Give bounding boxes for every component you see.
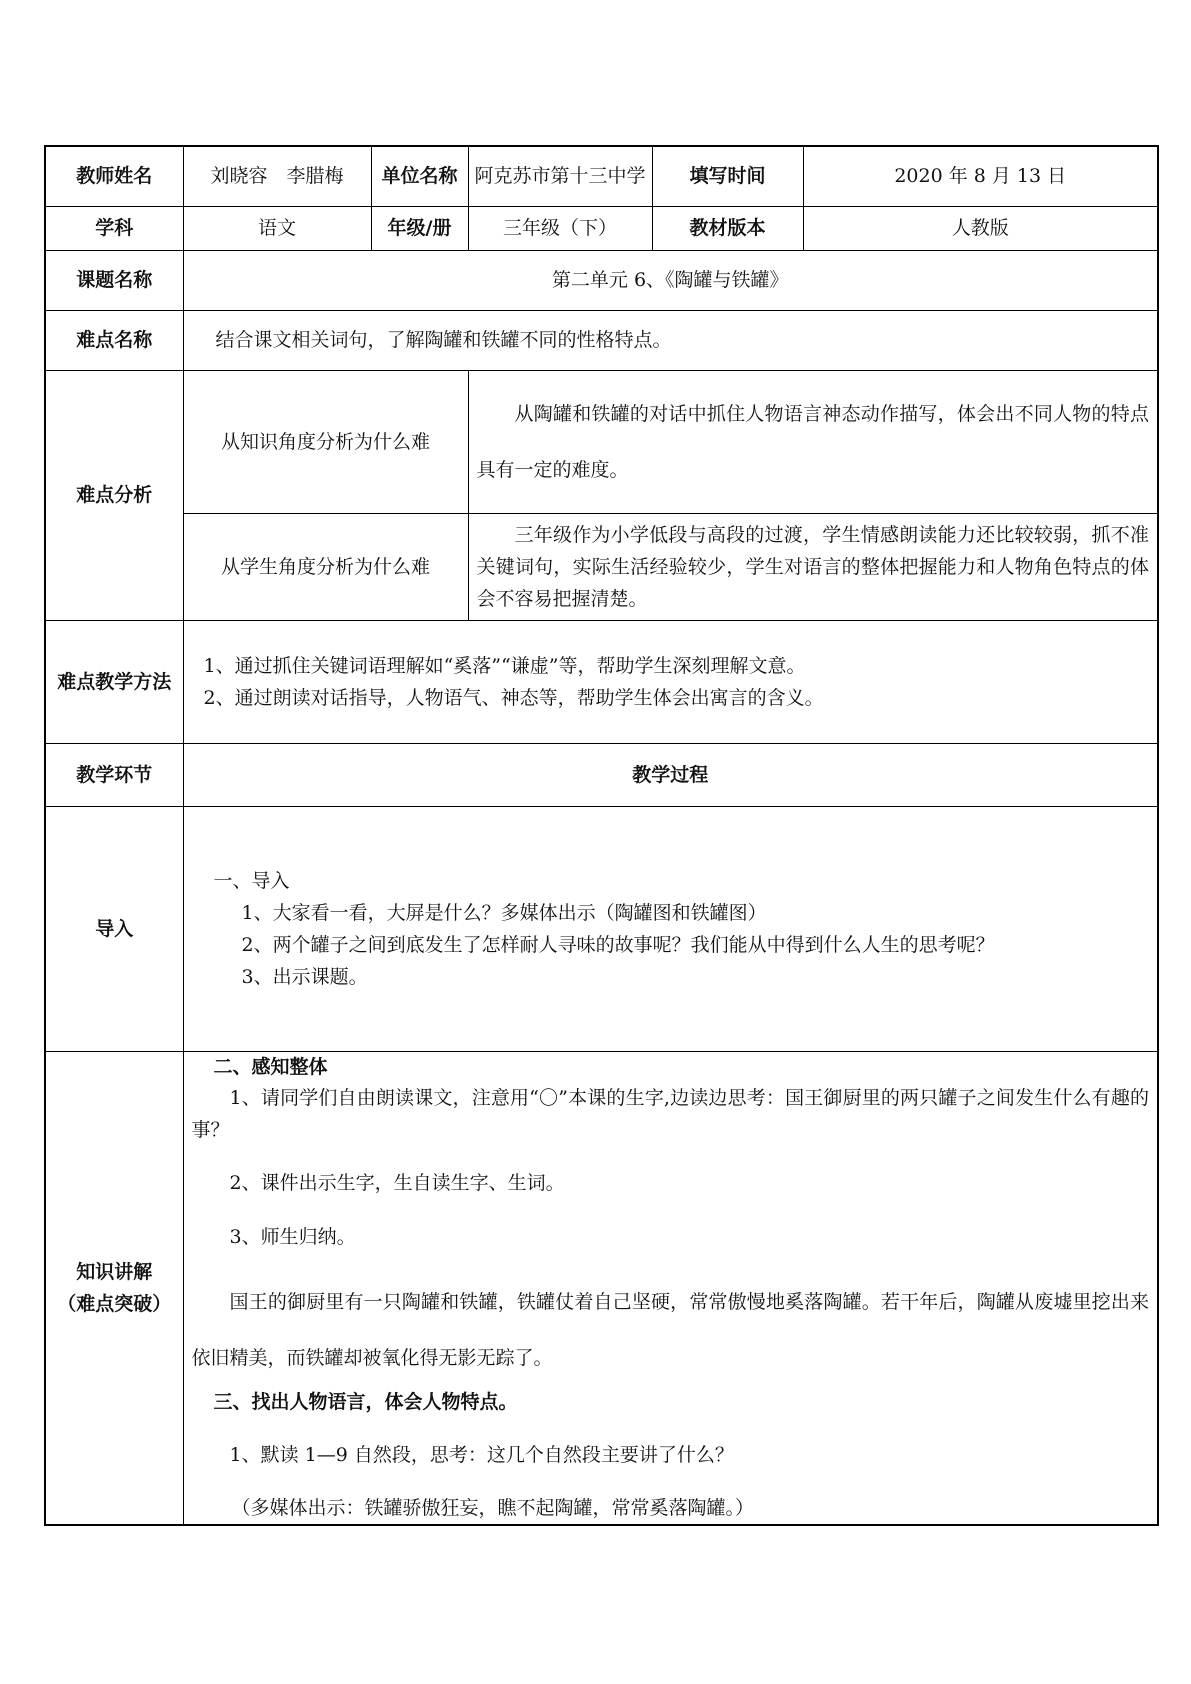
- method-label: 难点教学方法: [45, 620, 183, 743]
- student-angle-paragraph: 三年级作为小学低段与高段的过渡，学生情感朗读能力还比较较弱，抓不准关键词句，实际生活经验较少，学生对语言的整体把握能力和人物角色特点的体会不容易把握清楚。: [476, 523, 1149, 610]
- knowledge-heading-1: 二、感知整体: [213, 1055, 328, 1078]
- knowledge-label-line2: （难点突破）: [57, 1292, 172, 1315]
- row-method: [45, 620, 1158, 743]
- intro-line: 2、两个罐子之间到底发生了怎样耐人寻味的故事呢？我们能从中得到什么人生的思考呢？: [241, 933, 995, 956]
- knowledge-angle-text: [468, 370, 1158, 513]
- row-subject: [45, 206, 1158, 250]
- lesson-plan-page: [44, 145, 1157, 1526]
- lesson-plan-table: [44, 145, 1159, 1526]
- row-intro: [45, 806, 1158, 1051]
- knowledge-label-line1: 知识讲解: [76, 1260, 153, 1283]
- knowledge-item-3: 3、师生归纳。: [229, 1225, 356, 1248]
- edition-value: 人教版: [803, 206, 1158, 250]
- process-step-label: 教学环节: [45, 743, 183, 806]
- knowledge-item-2: 2、课件出示生字，生自读生字、生词。: [229, 1171, 565, 1194]
- grade-label: 年级/册: [371, 206, 468, 250]
- difficulty-value: 结合课文相关词句，了解陶罐和铁罐不同的性格特点。: [183, 310, 1158, 370]
- row-teacher: [45, 146, 1158, 206]
- row-analysis-student: [45, 513, 1158, 620]
- edition-label: 教材版本: [652, 206, 803, 250]
- subject-label: 学科: [45, 206, 183, 250]
- date-value: 2020 年 8 月 13 日: [803, 146, 1158, 206]
- intro-label: 导入: [45, 806, 183, 1051]
- knowledge-item-1: 1、请同学们自由朗读课文，注意用“〇”本课的生字,边读边思考：国王御厨里的两只罐子之间发生什么有趣的事？: [191, 1086, 1149, 1141]
- topic-value: 第二单元 6、《陶罐与铁罐》: [183, 250, 1158, 310]
- grade-value: 三年级（下）: [468, 206, 652, 250]
- intro-line: 3、出示课题。: [241, 965, 368, 988]
- intro-line: 1、大家看一看，大屏是什么？多媒体出示（陶罐图和铁罐图）: [241, 901, 767, 924]
- teacher-label: 教师姓名: [45, 146, 183, 206]
- teacher-value: 刘晓容 李腊梅: [183, 146, 371, 206]
- row-topic: [45, 250, 1158, 310]
- student-angle-text: [468, 513, 1158, 620]
- student-angle-label: 从学生角度分析为什么难: [183, 513, 468, 620]
- row-process-header: [45, 743, 1158, 806]
- row-knowledge: [45, 1051, 1158, 1525]
- intro-heading: 一、导入: [213, 869, 290, 892]
- unit-value: 阿克苏市第十三中学: [468, 146, 652, 206]
- knowledge-item-4: 1、默读 1—9 自然段，思考：这几个自然段主要讲了什么？: [229, 1443, 734, 1466]
- subject-value: 语文: [183, 206, 371, 250]
- knowledge-item-5: （多媒体出示：铁罐骄傲狂妄，瞧不起陶罐，常常奚落陶罐。）: [231, 1496, 755, 1519]
- knowledge-heading-2: 三、找出人物语言，体会人物特点。: [213, 1390, 518, 1413]
- knowledge-angle-paragraph: 从陶罐和铁罐的对话中抓住人物语言神态动作描写，体会出不同人物的特点具有一定的难度。: [476, 402, 1149, 481]
- difficulty-label: 难点名称: [45, 310, 183, 370]
- topic-label: 课题名称: [45, 250, 183, 310]
- unit-label: 单位名称: [371, 146, 468, 206]
- knowledge-summary: 国王的御厨里有一只陶罐和铁罐，铁罐仗着自己坚硬，常常傲慢地奚落陶罐。若干年后，陶罐从废墟里挖出来依旧精美，而铁罐却被氧化得无影无踪了。: [191, 1290, 1149, 1369]
- intro-content: [183, 806, 1158, 1051]
- knowledge-label: [45, 1051, 183, 1525]
- method-content: [183, 620, 1158, 743]
- method-line: 1、通过抓住关键词语理解如“奚落”“谦虚”等，帮助学生深刻理解文意。: [203, 654, 806, 677]
- knowledge-angle-label: 从知识角度分析为什么难: [183, 370, 468, 513]
- row-difficulty: [45, 310, 1158, 370]
- analysis-label: 难点分析: [45, 370, 183, 620]
- date-label: 填写时间: [652, 146, 803, 206]
- process-label: 教学过程: [183, 743, 1158, 806]
- row-analysis-knowledge: [45, 370, 1158, 513]
- method-line: 2、通过朗读对话指导，人物语气、神态等，帮助学生体会出寓言的含义。: [203, 686, 824, 709]
- knowledge-content: [183, 1051, 1158, 1525]
